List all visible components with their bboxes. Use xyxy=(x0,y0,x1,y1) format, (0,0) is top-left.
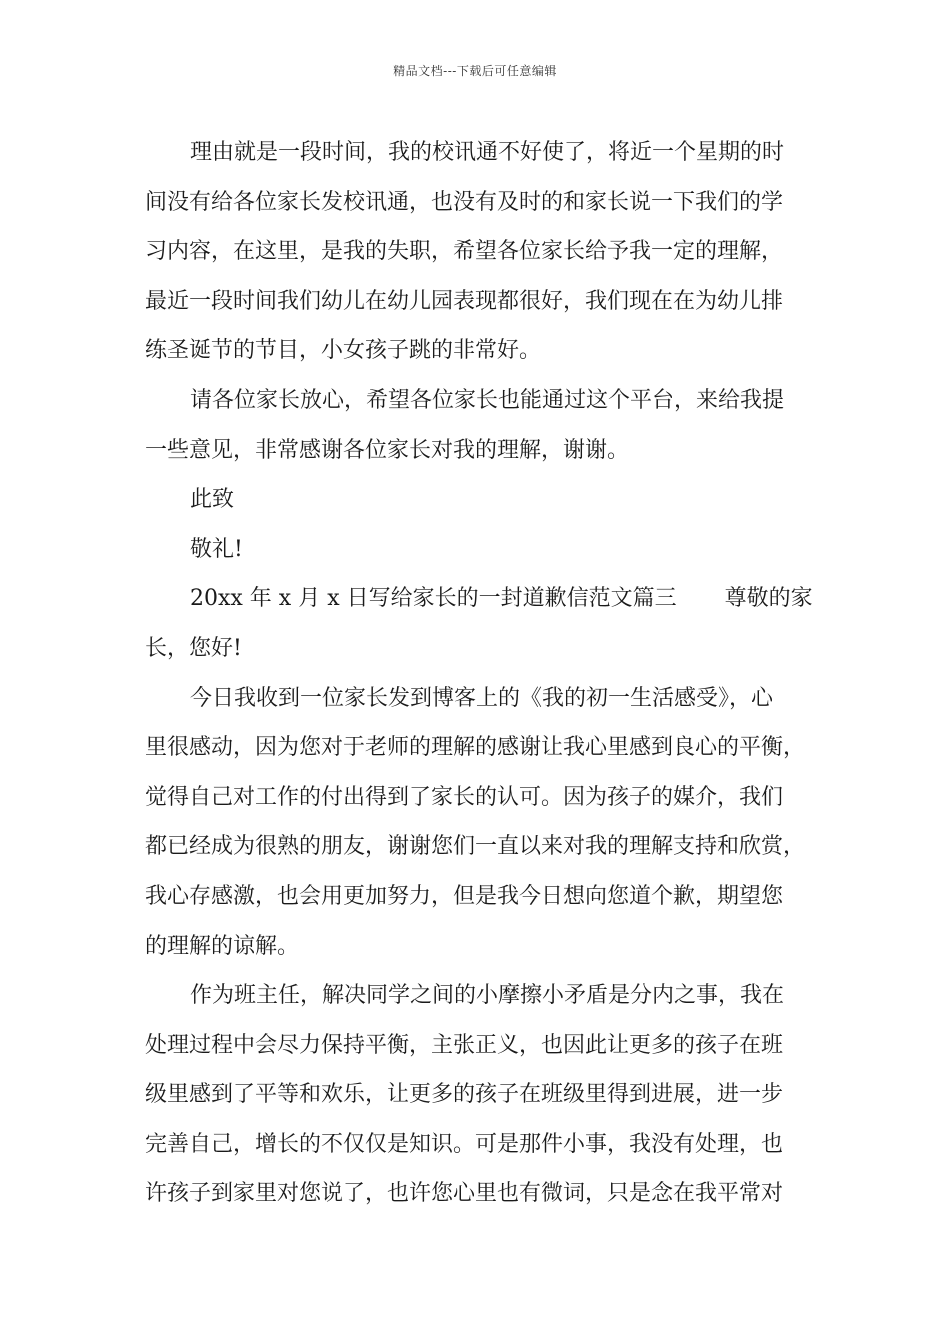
text-line xyxy=(145,1021,820,1071)
text-line xyxy=(145,624,820,674)
text-line-content: 里很感动，因为您对于老师的理解的感谢让我心里感到良心的平衡， xyxy=(145,735,806,761)
text-line-content: 觉得自己对工作的付出得到了家长的认可。因为孩子的媒介，我们 xyxy=(145,784,784,810)
text-line-content: 此致 xyxy=(190,487,235,513)
text-line xyxy=(145,971,820,1021)
text-line-content: 理由就是一段时间，我的校讯通不好使了，将近一个星期的时 xyxy=(190,140,785,165)
text-line xyxy=(145,1120,820,1170)
text-line-content: 都已经成为很熟的朋友，谢谢您们一直以来对我的理解支持和欣赏， xyxy=(145,834,806,860)
text-line-content: 练圣诞节的节目，小女孩子跳的非常好。 xyxy=(145,338,542,364)
text-line xyxy=(145,326,820,376)
text-line-tail: 尊敬的家 xyxy=(724,586,813,612)
text-line-content: 敬礼! xyxy=(190,536,243,562)
text-line xyxy=(145,227,820,277)
text-line xyxy=(145,1169,820,1219)
text-line-content: 我心存感激，也会用更加努力，但是我今日想向您道个歉，期望您 xyxy=(145,883,784,909)
text-line-content: 的理解的谅解。 xyxy=(145,933,300,959)
text-line-content: 作为班主任，解决同学之间的小摩擦小矛盾是分内之事，我在 xyxy=(190,983,785,1009)
text-line-content: 完善自己，增长的不仅仅是知识。可是那件小事，我没有处理，也 xyxy=(145,1131,784,1157)
text-line-content: 处理过程中会尽力保持平衡，主张正义，也因此让更多的孩子在班 xyxy=(145,1032,784,1058)
text-line-content: 一些意见，非常感谢各位家长对我的理解，谢谢。 xyxy=(145,437,630,463)
text-line xyxy=(145,128,820,178)
text-line xyxy=(145,773,820,823)
text-line-content: 习内容，在这里，是我的失职，希望各位家长给予我一定的理解， xyxy=(145,239,784,265)
text-line xyxy=(145,574,820,624)
text-line-content: 20xx 年 x 月 x 日写给家长的一封道歉信范文篇三 xyxy=(190,586,677,612)
text-line xyxy=(145,674,820,724)
page-header: 精品文档---下载后可任意编辑 xyxy=(393,64,557,78)
document-body xyxy=(145,128,820,1219)
text-line xyxy=(145,723,820,773)
text-line xyxy=(145,376,820,426)
text-line xyxy=(145,1070,820,1120)
text-line-content: 最近一段时间我们幼儿在幼儿园表现都很好，我们现在在为幼儿排 xyxy=(145,288,784,314)
text-line-content: 级里感到了平等和欢乐，让更多的孩子在班级里得到进展，进一步 xyxy=(145,1082,784,1108)
text-line xyxy=(145,475,820,525)
text-line xyxy=(145,426,820,476)
text-line-content: 长，您好! xyxy=(145,635,242,661)
text-line-content: 今日我收到一位家长发到博客上的《我的初一生活感受》，心 xyxy=(190,685,774,711)
text-line xyxy=(145,178,820,228)
text-line-content: 间没有给各位家长发校讯通，也没有及时的和家长说一下我们的学 xyxy=(145,189,784,215)
text-line xyxy=(145,822,820,872)
text-line xyxy=(145,277,820,327)
text-line-content: 请各位家长放心，希望各位家长也能通过这个平台，来给我提 xyxy=(190,387,785,413)
text-line xyxy=(145,872,820,922)
text-line xyxy=(145,922,820,972)
text-line-content: 许孩子到家里对您说了，也许您心里也有微词，只是念在我平常对 xyxy=(145,1181,784,1207)
text-line xyxy=(145,525,820,575)
